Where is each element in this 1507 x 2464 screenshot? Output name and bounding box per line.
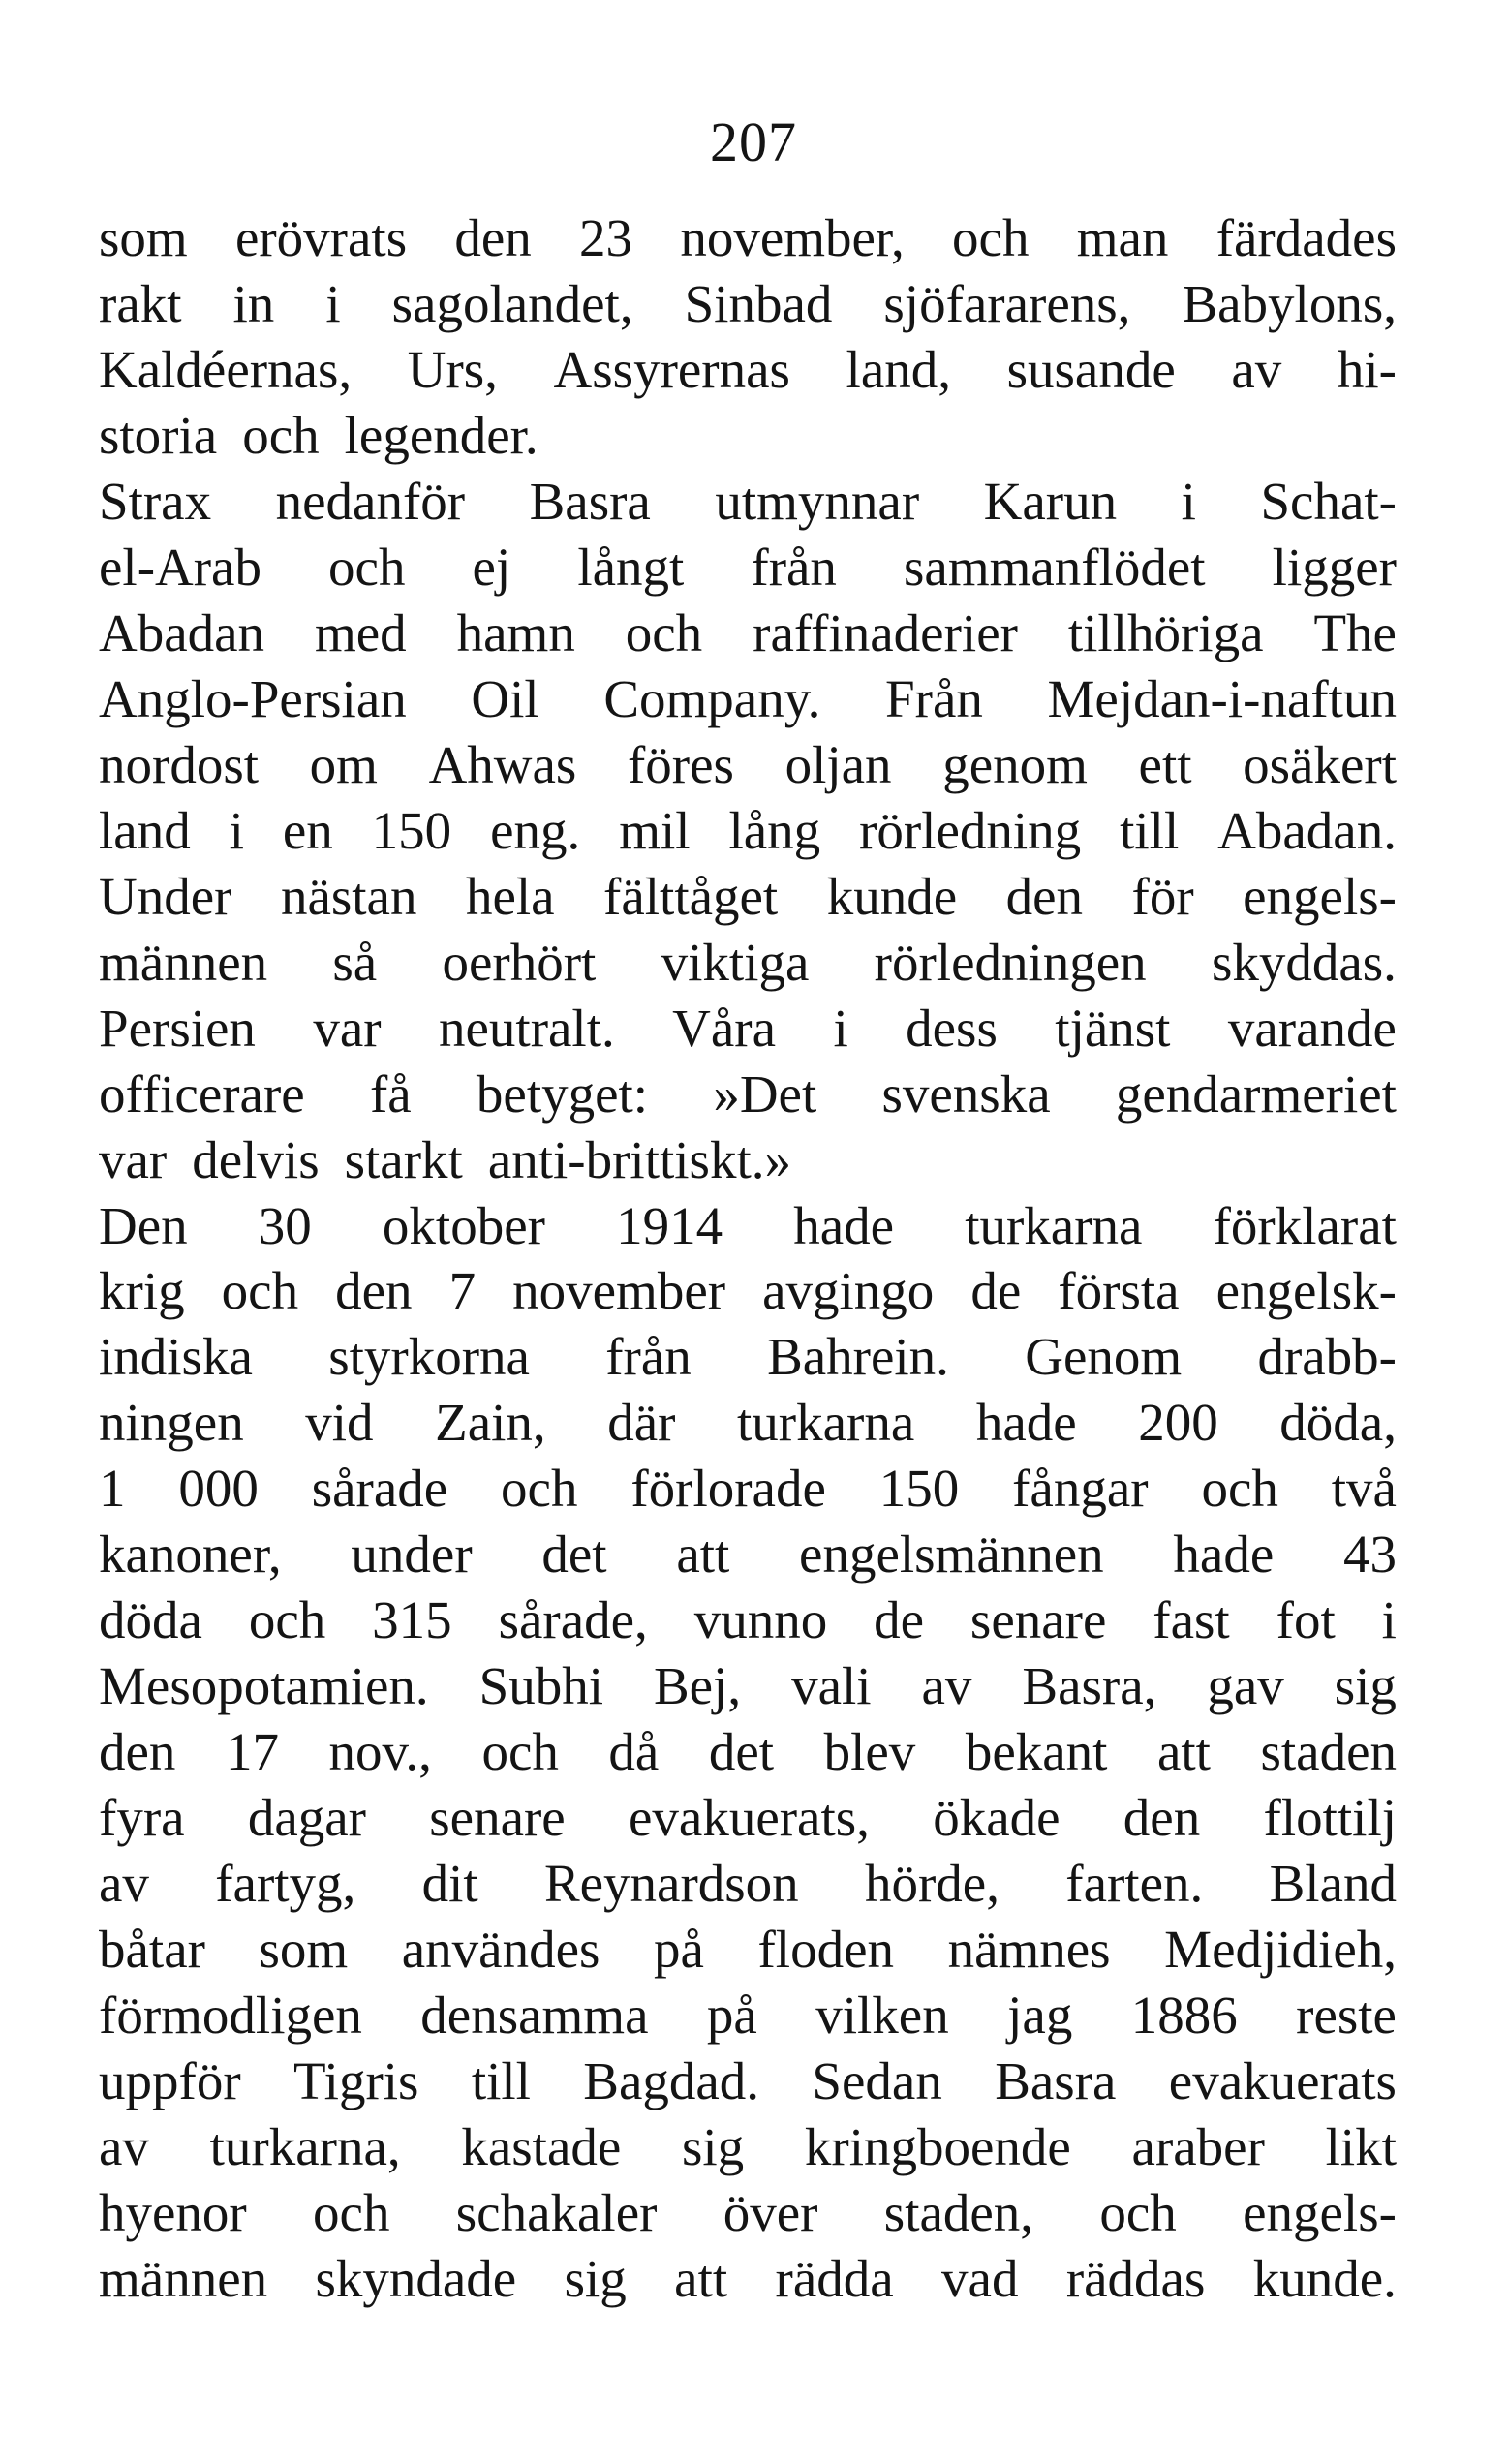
word: land, [846, 340, 951, 400]
word: den [335, 1261, 413, 1321]
word: gav [1207, 1656, 1284, 1716]
word: 000 [178, 1459, 259, 1519]
word: likt [1325, 2116, 1397, 2176]
word: Assyrernas [553, 340, 790, 400]
word: styrkorna [328, 1327, 530, 1387]
word: i [833, 998, 848, 1058]
word: staden, [883, 2182, 1034, 2242]
word: hade [1173, 1525, 1275, 1585]
word: sagolandet, [391, 274, 633, 334]
word: utmynnar [715, 472, 920, 532]
word: eng. [490, 800, 581, 860]
word: räddas [1065, 2248, 1206, 2308]
word: kringboende [804, 2116, 1071, 2176]
text-line [99, 271, 1397, 337]
word: Ahwas [428, 734, 577, 794]
word: Mesopotamien. [99, 1656, 429, 1716]
word: Urs, [407, 340, 498, 400]
text-line [99, 1456, 1397, 1522]
word: svenska [881, 1063, 1051, 1124]
word: Basra [995, 2050, 1117, 2110]
word: sammanflödet [904, 538, 1206, 598]
word: de [970, 1261, 1022, 1321]
word: fartyg, [215, 1853, 356, 1913]
word: förmodligen [99, 1985, 362, 2045]
word: ningen [99, 1393, 244, 1453]
text-line [99, 797, 1397, 863]
text-line [99, 1522, 1397, 1587]
text-line [99, 732, 1397, 798]
word: få [369, 1063, 412, 1124]
word: båtar [99, 1919, 205, 1979]
word: Sedan [812, 2050, 942, 2110]
word: rörledningen [874, 932, 1147, 992]
word: i [325, 274, 341, 334]
word: nordost [99, 734, 259, 794]
text-line [99, 1258, 1397, 1324]
word: anti-brittiskt.» [487, 1129, 791, 1189]
word: avgingo [762, 1261, 935, 1321]
word: uppför [99, 2050, 241, 2110]
word: Basra, [1022, 1656, 1157, 1716]
word: Schat- [1260, 472, 1397, 532]
text-line [99, 1390, 1397, 1456]
word: hyenor [99, 2182, 247, 2242]
word: det [708, 1722, 775, 1782]
word: ökade [933, 1787, 1061, 1847]
word: var [99, 1129, 168, 1189]
word: som [99, 208, 188, 268]
word: nästan [280, 866, 417, 926]
word: att [674, 2248, 728, 2308]
word: i [1181, 472, 1196, 532]
word: 23 [579, 208, 633, 268]
word: sårade, [498, 1590, 648, 1650]
word: av [921, 1656, 972, 1716]
word: som [259, 1919, 349, 1979]
word: rädda [775, 2248, 894, 2308]
text-line [99, 1785, 1397, 1851]
word: fot [1276, 1590, 1336, 1650]
word: rörledning [859, 800, 1082, 860]
word: den [99, 1722, 176, 1782]
text-line [99, 535, 1397, 601]
word: färdades [1215, 208, 1397, 268]
word: vilken [815, 1985, 949, 2045]
word: hela [465, 866, 555, 926]
word: Subhi [478, 1656, 603, 1716]
word: november [512, 1261, 726, 1321]
word: nov., [328, 1722, 432, 1782]
word: förlorade [630, 1459, 826, 1519]
text-line [99, 403, 1397, 469]
word: Karun [983, 472, 1118, 532]
word: Abadan. [1217, 800, 1397, 860]
word: 200 [1138, 1393, 1218, 1453]
word: flottilj [1263, 1787, 1397, 1847]
word: indiska [99, 1327, 253, 1387]
word: fångar [1012, 1459, 1149, 1519]
word: osäkert [1243, 734, 1397, 794]
word: evakuerats [1168, 2050, 1397, 2110]
word: ej [472, 538, 511, 598]
text-line [99, 1982, 1397, 2048]
word: kunde [826, 866, 958, 926]
word: 150 [371, 800, 452, 860]
word: starkt [344, 1129, 463, 1189]
word: Bagdad. [583, 2050, 760, 2110]
word: susande [1006, 340, 1176, 400]
text-line [99, 1061, 1397, 1126]
word: att [676, 1525, 730, 1585]
word: varande [1227, 998, 1397, 1058]
word: Från [885, 669, 983, 729]
word: sig [1334, 1656, 1397, 1716]
word: 1886 [1130, 1985, 1238, 2045]
word: erövrats [234, 208, 408, 268]
word: där [607, 1393, 676, 1453]
word: betyget: [476, 1063, 649, 1124]
word: sjöfararens, [883, 274, 1131, 334]
word: raffinaderier [753, 603, 1018, 663]
word: Kaldéernas, [99, 340, 353, 400]
text-line [99, 1126, 1397, 1192]
text-line [99, 2179, 1397, 2245]
word: vunno [693, 1590, 828, 1650]
word: Under [99, 866, 232, 926]
word: engelsmännen [799, 1525, 1104, 1585]
word: bekant [965, 1722, 1108, 1782]
word: The [1313, 603, 1397, 663]
text-line [99, 1719, 1397, 1785]
word: döda, [1279, 1393, 1397, 1453]
word: om [309, 734, 378, 794]
word: till [1120, 800, 1180, 860]
word: och [1201, 1459, 1278, 1519]
word: Bej, [653, 1656, 742, 1716]
word: 150 [878, 1459, 960, 1519]
word: sig [564, 2248, 627, 2308]
word: användes [401, 1919, 600, 1979]
word: från [605, 1327, 692, 1387]
word: första [1058, 1261, 1180, 1321]
word: schakaler [455, 2182, 658, 2242]
word: sårade [311, 1459, 448, 1519]
word: sig [682, 2116, 745, 2176]
word: med [314, 603, 407, 663]
word: reste [1296, 1985, 1397, 2045]
text-line [99, 469, 1397, 535]
word: turkarna [965, 1195, 1143, 1255]
word: man [1076, 208, 1169, 268]
text-line [99, 205, 1397, 271]
word: senare [429, 1787, 566, 1847]
word: oktober [382, 1195, 545, 1255]
word: Den [99, 1195, 188, 1255]
text-line [99, 601, 1397, 666]
word: Medjidieh, [1164, 1919, 1397, 1979]
word: Tigris [293, 2050, 419, 2110]
text-line [99, 2245, 1397, 2311]
word: skyddas. [1211, 932, 1397, 992]
word: männen [99, 932, 268, 992]
word: över [723, 2182, 818, 2242]
text-line [99, 1850, 1397, 1916]
word: av [99, 2116, 149, 2176]
word: Mejdan-i-naftun [1047, 669, 1397, 729]
word: vid [305, 1393, 374, 1453]
body-text [99, 205, 1397, 2311]
word: jag [1007, 1985, 1073, 2045]
word: fast [1153, 1590, 1230, 1650]
word: viktiga [661, 932, 810, 992]
word: 1 [99, 1459, 126, 1519]
word: officerare [99, 1063, 305, 1124]
word: två [1331, 1459, 1397, 1519]
text-line [99, 2113, 1397, 2179]
word: staden [1260, 1722, 1397, 1782]
word: av [1231, 340, 1282, 400]
word: dagar [247, 1787, 366, 1847]
word: farten. [1065, 1853, 1204, 1913]
text-line [99, 863, 1397, 929]
word: 17 [225, 1722, 279, 1782]
word: 7 [448, 1261, 477, 1321]
word: densamma [420, 1985, 649, 2045]
word: föres [627, 734, 734, 794]
word: Oil [471, 669, 539, 729]
word: i [229, 800, 244, 860]
word: den [1123, 1787, 1201, 1847]
word: senare [969, 1590, 1107, 1650]
word: turkarna, [209, 2116, 401, 2176]
word: Bland [1269, 1853, 1397, 1913]
word: hi- [1337, 340, 1397, 400]
word: i [1381, 1590, 1397, 1650]
word: genom [942, 734, 1088, 794]
word: nedanför [275, 472, 466, 532]
word: 30 [258, 1195, 312, 1255]
word: legender. [344, 406, 538, 466]
text-line [99, 1192, 1397, 1258]
word: dess [906, 998, 998, 1058]
word: Våra [672, 998, 777, 1058]
word: av [99, 1853, 149, 1913]
word: hamn [456, 603, 575, 663]
word: Anglo-Persian [99, 669, 407, 729]
word: engelsk- [1215, 1261, 1397, 1321]
word: november, [680, 208, 905, 268]
word: nämnes [947, 1919, 1111, 1979]
word: Strax [99, 472, 212, 532]
word: ett [1138, 734, 1192, 794]
word: 315 [372, 1590, 452, 1650]
word: då [608, 1722, 660, 1782]
word: tjänst [1055, 998, 1171, 1058]
word: för [1131, 866, 1194, 926]
word: Sinbad [684, 274, 833, 334]
word: floden [757, 1919, 894, 1979]
word: krig [99, 1261, 185, 1321]
page-number: 207 [710, 110, 797, 173]
word: kastade [461, 2116, 622, 2176]
word: från [751, 538, 837, 598]
word: Genom [1025, 1327, 1183, 1387]
word: Abadan [99, 603, 265, 663]
word: gendarmeriet [1115, 1063, 1397, 1124]
word: »Det [713, 1063, 817, 1124]
word: engels- [1243, 2182, 1397, 2242]
word: kunde. [1252, 2248, 1397, 2308]
word: in [232, 274, 275, 334]
text-line [99, 1653, 1397, 1719]
word: dit [421, 1853, 478, 1913]
word: fyra [99, 1787, 185, 1847]
word: Reynardson [543, 1853, 799, 1913]
word: blev [823, 1722, 916, 1782]
word: 43 [1342, 1525, 1397, 1585]
word: oljan [784, 734, 892, 794]
word: och [242, 406, 320, 466]
text-line [99, 666, 1397, 732]
word: storia [99, 406, 218, 466]
word: den [454, 208, 532, 268]
word: så [332, 932, 378, 992]
word: tillhöriga [1067, 603, 1264, 663]
word: under [351, 1525, 473, 1585]
word: hörde, [864, 1853, 1000, 1913]
word: Bahrein. [767, 1327, 949, 1387]
word: hade [975, 1393, 1077, 1453]
word: och [501, 1459, 578, 1519]
word: fälttåget [603, 866, 779, 926]
word: förklarat [1213, 1195, 1397, 1255]
word: hade [793, 1195, 895, 1255]
word: Zain, [435, 1393, 546, 1453]
word: Babylons, [1182, 274, 1397, 334]
word: på [653, 1919, 704, 1979]
word: var [313, 998, 382, 1058]
text-line [99, 1324, 1397, 1390]
text-line [99, 337, 1397, 403]
word: engels- [1243, 866, 1397, 926]
word: det [541, 1525, 607, 1585]
word: till [471, 2050, 531, 2110]
word: och [952, 208, 1030, 268]
word: lång [728, 800, 821, 860]
word: och [328, 538, 406, 598]
word: land [99, 800, 191, 860]
word: delvis [192, 1129, 320, 1189]
word: och [248, 1590, 326, 1650]
word: och [313, 2182, 390, 2242]
word: att [1156, 1722, 1211, 1782]
word: neutralt. [439, 998, 615, 1058]
word: turkarna [737, 1393, 915, 1453]
word: en [282, 800, 333, 860]
text-line [99, 929, 1397, 995]
word: mil [619, 800, 691, 860]
word: döda [99, 1590, 202, 1650]
word: drabb- [1257, 1327, 1397, 1387]
word: el-Arab [99, 538, 261, 598]
word: ligger [1272, 538, 1397, 598]
word: och [625, 603, 703, 663]
word: och [1099, 2182, 1177, 2242]
word: den [1005, 866, 1084, 926]
word: rakt [99, 274, 182, 334]
word: vad [941, 2248, 1019, 2308]
word: långt [577, 538, 685, 598]
text-line [99, 2048, 1397, 2113]
text-line [99, 995, 1397, 1061]
word: kanoner, [99, 1525, 282, 1585]
word: på [706, 1985, 757, 2045]
word: männen [99, 2248, 268, 2308]
word: Basra [529, 472, 651, 532]
word: evakuerats, [629, 1787, 870, 1847]
word: araber [1131, 2116, 1265, 2176]
word: skyndade [315, 2248, 517, 2308]
word: Company. [603, 669, 821, 729]
word: oerhört [442, 932, 597, 992]
text-line [99, 1916, 1397, 1982]
text-line [99, 1587, 1397, 1653]
word: 1914 [616, 1195, 723, 1255]
word: vali [791, 1656, 872, 1716]
word: och [481, 1722, 559, 1782]
word: de [874, 1590, 925, 1650]
word: Persien [99, 998, 256, 1058]
word: och [221, 1261, 299, 1321]
